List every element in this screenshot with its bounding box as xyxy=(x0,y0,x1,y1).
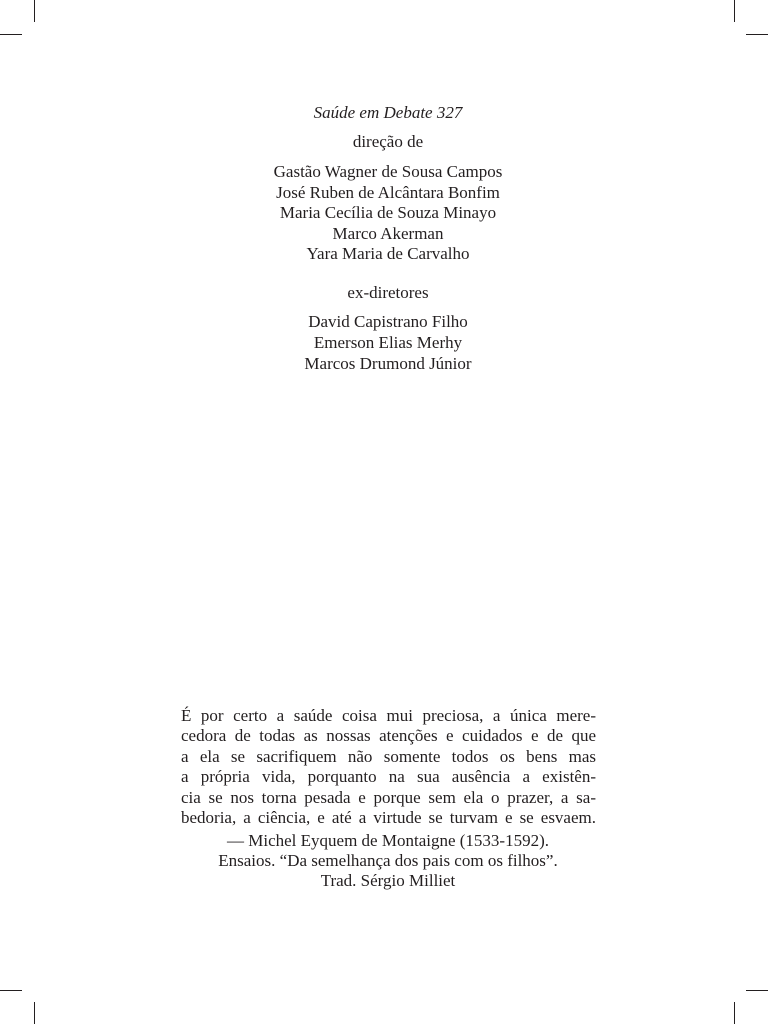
crop-mark-top-right-horizontal xyxy=(746,34,768,35)
epigraph-line: a própria vida, porquanto na sua ausência a existên- xyxy=(181,767,596,787)
epigraph-line: cedora de todas as nossas atenções e cuidados e de que xyxy=(181,726,596,746)
crop-mark-top-left-vertical xyxy=(34,0,35,22)
director-name: Yara Maria de Carvalho xyxy=(306,244,470,263)
series-title: Saúde em Debate 327 xyxy=(313,103,463,122)
former-director-name: Emerson Elias Merhy xyxy=(313,333,463,352)
attribution-translator: Trad. Sérgio Milliet xyxy=(320,871,456,890)
crop-mark-bottom-left-vertical xyxy=(34,1002,35,1024)
director-name: Maria Cecília de Souza Minayo xyxy=(279,203,497,222)
crop-mark-bottom-left-horizontal xyxy=(0,990,22,991)
epigraph-paragraph xyxy=(181,706,596,828)
attribution-source: Ensaios. “Da semelhança dos pais com os filhos”. xyxy=(218,851,558,870)
director-name: Gastão Wagner de Sousa Campos xyxy=(273,162,503,181)
epigraph-attribution xyxy=(0,831,768,891)
epigraph-line: a ela se sacrifiquem não somente todos os bens mas xyxy=(181,746,596,766)
epigraph-line: cia se nos torna pesada e porque sem ela o prazer, a sa- xyxy=(181,787,596,807)
former-directors-label: ex-diretores xyxy=(347,283,429,302)
crop-mark-top-left-horizontal xyxy=(0,34,22,35)
former-director-name: David Capistrano Filho xyxy=(308,312,468,331)
director-name: José Ruben de Alcântara Bonfim xyxy=(276,183,500,202)
epigraph-line: É por certo a saúde coisa mui preciosa, a única mere- xyxy=(181,706,596,725)
director-name: Marco Akerman xyxy=(332,224,444,243)
direction-label: direção de xyxy=(352,132,424,151)
crop-mark-bottom-right-horizontal xyxy=(746,990,768,991)
crop-mark-top-right-vertical xyxy=(734,0,735,22)
attribution-author: — Michel Eyquem de Montaigne (1533-1592). xyxy=(227,831,549,850)
epigraph-line: bedoria, a ciência, e até a virtude se turvam e se esvaem. xyxy=(181,807,596,827)
crop-mark-bottom-right-vertical xyxy=(734,1002,735,1024)
former-director-name: Marcos Drumond Júnior xyxy=(304,354,472,373)
